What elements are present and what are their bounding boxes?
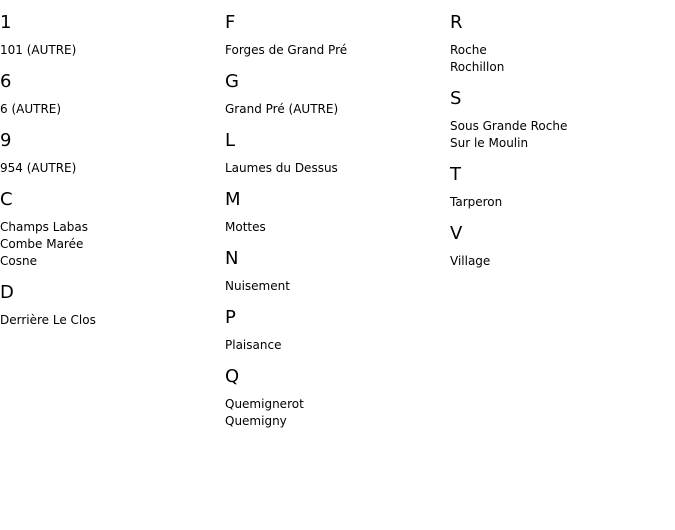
letter-heading: N: [225, 248, 239, 269]
entry-list: [225, 396, 450, 430]
place-link[interactable]: 954 (AUTRE): [0, 161, 77, 175]
list-item: [450, 118, 675, 135]
letter-heading: L: [225, 130, 236, 151]
place-link[interactable]: Quemignerot: [225, 397, 304, 411]
letter-section-1: [0, 12, 225, 59]
place-link[interactable]: Village: [450, 254, 491, 268]
place-link[interactable]: Quemigny: [225, 414, 287, 428]
letter-section-m: [225, 189, 450, 236]
letter-heading: R: [450, 12, 463, 33]
list-item: [0, 101, 225, 118]
list-item: [450, 135, 675, 152]
letter-heading: 1: [0, 12, 12, 33]
list-item: [450, 59, 675, 76]
entry-list: [0, 42, 225, 59]
list-item: [225, 160, 450, 177]
place-link[interactable]: Combe Marée: [0, 237, 84, 251]
place-link[interactable]: Rochillon: [450, 60, 505, 74]
letter-section-g: [225, 71, 450, 118]
letter-section-c: [0, 189, 225, 270]
list-item: [225, 219, 450, 236]
entry-list: [0, 160, 225, 177]
entry-list: [450, 42, 675, 76]
place-link[interactable]: Sous Grande Roche: [450, 119, 568, 133]
list-item: [450, 42, 675, 59]
index-column-3: [450, 0, 675, 270]
letter-section-f: [225, 12, 450, 59]
list-item: [0, 312, 225, 329]
place-link[interactable]: Laumes du Dessus: [225, 161, 338, 175]
place-link[interactable]: Tarperon: [450, 195, 503, 209]
place-link[interactable]: 6 (AUTRE): [0, 102, 62, 116]
entry-list: [225, 219, 450, 236]
place-link[interactable]: Sur le Moulin: [450, 136, 529, 150]
entry-list: [225, 337, 450, 354]
letter-heading: V: [450, 223, 463, 244]
place-link[interactable]: Cosne: [0, 254, 37, 268]
letter-heading: G: [225, 71, 239, 92]
letter-section-r: [450, 12, 675, 76]
letter-heading: 9: [0, 130, 12, 151]
list-item: [225, 413, 450, 430]
place-link[interactable]: Derrière Le Clos: [0, 313, 96, 327]
entry-list: [225, 160, 450, 177]
list-item: [0, 219, 225, 236]
place-link[interactable]: Plaisance: [225, 338, 282, 352]
letter-heading: P: [225, 307, 236, 328]
letter-heading: S: [450, 88, 462, 109]
list-item: [225, 278, 450, 295]
list-item: [225, 337, 450, 354]
letter-section-t: [450, 164, 675, 211]
place-link[interactable]: Roche: [450, 43, 487, 57]
entry-list: [225, 101, 450, 118]
place-link[interactable]: Mottes: [225, 220, 266, 234]
letter-heading: F: [225, 12, 236, 33]
list-item: [225, 101, 450, 118]
letter-section-v: [450, 223, 675, 270]
index-column-2: [225, 0, 450, 430]
list-item: [225, 396, 450, 413]
entry-list: [0, 312, 225, 329]
list-item: [450, 194, 675, 211]
place-link[interactable]: Nuisement: [225, 279, 290, 293]
letter-heading: C: [0, 189, 13, 210]
letter-section-p: [225, 307, 450, 354]
list-item: [0, 236, 225, 253]
letter-heading: Q: [225, 366, 240, 387]
list-item: [225, 42, 450, 59]
letter-section-n: [225, 248, 450, 295]
letter-section-9: [0, 130, 225, 177]
list-item: [0, 160, 225, 177]
place-link[interactable]: Grand Pré (AUTRE): [225, 102, 339, 116]
letter-section-q: [225, 366, 450, 430]
entry-list: [225, 278, 450, 295]
entry-list: [0, 219, 225, 270]
entry-list: [450, 118, 675, 152]
entry-list: [225, 42, 450, 59]
index-column-1: [0, 0, 225, 329]
list-item: [450, 253, 675, 270]
list-item: [0, 42, 225, 59]
letter-heading: M: [225, 189, 241, 210]
letter-section-d: [0, 282, 225, 329]
place-link[interactable]: 101 (AUTRE): [0, 43, 77, 57]
letter-section-s: [450, 88, 675, 152]
letter-heading: 6: [0, 71, 12, 92]
entry-list: [450, 253, 675, 270]
letter-heading: D: [0, 282, 14, 303]
entry-list: [450, 194, 675, 211]
letter-section-l: [225, 130, 450, 177]
letter-section-6: [0, 71, 225, 118]
list-item: [0, 253, 225, 270]
place-link[interactable]: Champs Labas: [0, 220, 88, 234]
place-link[interactable]: Forges de Grand Pré: [225, 43, 348, 57]
letter-heading: T: [450, 164, 461, 185]
entry-list: [0, 101, 225, 118]
